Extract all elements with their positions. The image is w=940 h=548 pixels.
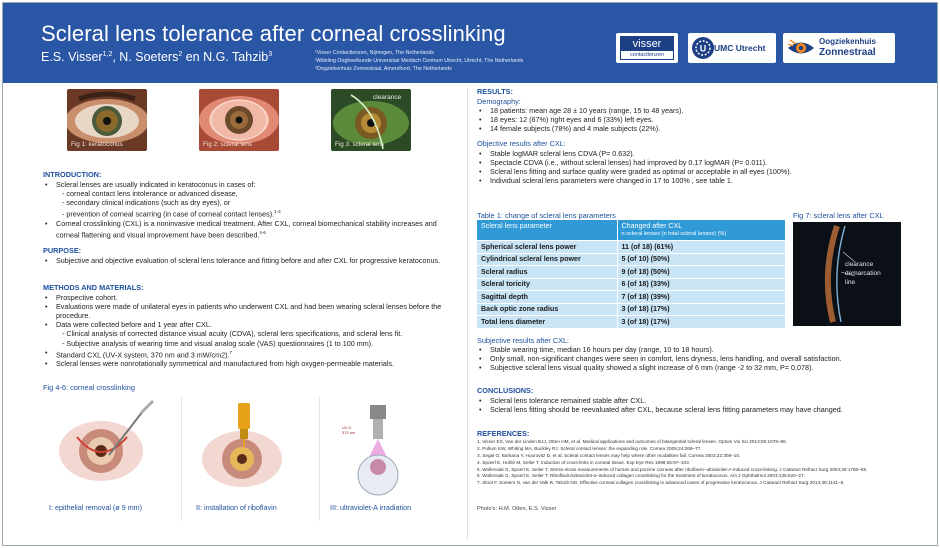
introduction-heading: INTRODUCTION: <box>43 170 102 179</box>
fig3-clearance-label: clearance <box>373 94 402 101</box>
fig6-uva-irradiation <box>319 397 459 521</box>
table-row: Total lens diameter 3 (of 18) (17%) <box>477 316 785 329</box>
reference-item: 7. Sloot F, Soeters N, van der Valk R, Tahzib NG. Effective corneal collagen crosslinking in advanced cases of progressive keratoconus. J Cataract Refract Surg 2013;39:1141–5. <box>477 480 845 486</box>
affiliation-3: ³Oogziekenhuis Zonnestraal, Amersfoort, The Netherlands <box>315 66 452 72</box>
purpose-bullet-1: • Subjective and objective evaluation of scleral lens tolerance and fitting before and after CXL for progressive keratoconus. <box>43 256 458 265</box>
fig2-caption: Fig 2: scleral lens <box>203 141 252 148</box>
author-3: en N.G. Tahzib <box>182 50 269 64</box>
methods-bullet-3: • Data were collected before and 1 year after CXL. - Clinical analysis of corrected distance visual acuity (CDVA), scleral lens specifications, and scleral lens fit. - Subjective analysis of wearing time and visual analog scale (VAS) questionnaires (1 to 100 mm). <box>43 320 463 347</box>
table-row: Scleral toricity 6 (of 18) (33%) <box>477 278 785 291</box>
subjective-item-3: • Subjective scleral lens visual quality showed a slight increase of 6 mm (range -2 to 32 mm, P= 0.078). <box>477 363 917 372</box>
reference-item: 6. Wollensak G, Spoerl E, Seiler T. Riboflavin/ultraviolet-a–induced collagen crosslinking for the treatment of keratoconus. Am J Ophthalmol 2003;135:620–27. <box>477 473 805 479</box>
methods-bullet-4: • Standard CXL (UV-X system, 370 nm and 3 mW/cm2).$^7$ <box>43 348 463 359</box>
subjective-item-2: • Only small, non-significant changes were seen in comfort, lens dryness, lens handling, and overall satisfaction. <box>477 354 917 363</box>
objective-heading: Objective results after CXL: <box>477 139 566 149</box>
umc-utrecht-logo <box>688 33 776 63</box>
objective-item-3: • Scleral lens fitting and surface quality were graded as optimal or acceptable in all eyes (100%). <box>477 167 917 176</box>
results-section <box>477 87 917 185</box>
visser-logo-text: visser <box>621 37 673 51</box>
visser-logo <box>616 33 678 63</box>
affiliations <box>315 49 523 73</box>
objective-item-1: • Stable logMAR scleral lens CDVA (P= 0.632). <box>477 149 917 158</box>
affiliation-1: ¹Visser Contactlenzen, Nijmegen, The Netherlands <box>315 50 435 56</box>
author-2: , N. Soeters <box>112 50 179 64</box>
intro-bullet-2: • Corneal crosslinking (CXL) is a noninvasive medical treatment. After CXL, corneal biomechanical stability increases and corneal flattening and visual improvement have been described.$^{4-6}$ <box>43 219 458 240</box>
methods-bullet-2: • Evaluations were made of unilateral eyes in patients who underwent CXL and had been wearing scleral lenses before the procedure. <box>43 302 463 320</box>
fig7-photo <box>793 222 901 326</box>
oogziekenhuis-logo-line2: Zonnestraal <box>819 47 876 58</box>
fig7-title: Fig 7: scleral lens after CXL <box>793 211 884 220</box>
objective-item-4: • Individual scleral lens parameters were changed in 17 to 100% , see table 1. <box>477 176 917 185</box>
methods-sub-2: - Subjective analysis of wearing time and visual analog scale (VAS) questionnaires (1 to 100 mm). <box>62 338 374 348</box>
intro-sub-2: - secondary clinical indications (such as dry eyes), or <box>62 198 231 208</box>
reference-item: 2. Pullum KW, Whiting MA, Buckley RJ. Scleral contact lenses: the expanding role. Cornea 2005;24:269–77. <box>477 445 702 451</box>
demography-item-1: • 18 patients: mean age 28 ± 10 years (range, 15 to 48 years). <box>477 106 917 115</box>
table1-title: Table 1: change of scleral lens parameters <box>477 211 616 220</box>
author-1-affil: 1,2 <box>102 50 113 58</box>
methods-section <box>43 283 463 368</box>
fig5-riboflavin <box>181 397 311 521</box>
fig7-labels: clearance demarcation line <box>845 261 881 286</box>
fig5-caption: II: installation of riboflavin <box>196 503 277 512</box>
eye-logo-icon <box>786 36 816 60</box>
conclusion-item-1: • Scleral lens tolerance remained stable after CXL. <box>477 396 917 405</box>
umc-logo-text: UMC Utrecht <box>714 43 766 53</box>
purpose-section <box>43 246 458 265</box>
epithelial-removal-illustration <box>43 397 173 497</box>
author-2-affil: 2 <box>178 50 183 58</box>
poster <box>2 2 938 546</box>
table-row: Sagittal depth 7 (of 18) (39%) <box>477 291 785 304</box>
purpose-heading: PURPOSE: <box>43 246 82 255</box>
umc-emblem-icon <box>691 36 715 60</box>
fig6-caption: III: ultraviolet-A irradiation <box>330 503 412 512</box>
svg-text:U: U <box>699 43 707 54</box>
scleral-parameters-table <box>477 220 785 328</box>
table-header-parameter: Scleral lens parameter <box>477 220 617 241</box>
objective-item-2: • Spectacle CDVA (i.e., without scleral lenses) had improved by 0.17 logMAR (P= 0.011). <box>477 158 917 167</box>
uv-irradiation-illustration <box>320 397 460 497</box>
fig1-caption: Fig 1: keratoconus <box>71 141 123 148</box>
fig4-caption: I: epithelial removal (ø 9 mm) <box>49 503 143 512</box>
introduction-section <box>43 170 458 239</box>
uv-device-label: UV-X 370 nm <box>342 425 356 435</box>
column-divider <box>467 89 468 539</box>
methods-bullet-1: • Prospective cohort. <box>43 293 463 302</box>
conclusions-heading: CONCLUSIONS: <box>477 386 534 395</box>
visser-logo-subtext: contactlenzen <box>630 52 664 58</box>
subjective-item-1: • Stable wearing time, median 16 hours per day (range, 10 to 18 hours). <box>477 345 917 354</box>
author-list <box>41 50 272 64</box>
demography-item-2: • 18 eyes: 12 (67%) right eyes and 6 (33%) left eyes. <box>477 115 917 124</box>
reference-item: 3. Segal O, Barkana Y, Hourovitz D, et al. Scleral contact lenses may help where other modalities fail. Cornea 2003;22:308–10. <box>477 452 741 458</box>
conclusion-item-2: • Scleral lens fitting should be reevaluated after CXL, because scleral lens fitting parameters may have changed. <box>477 405 917 414</box>
oogziekenhuis-logo-text <box>819 36 876 58</box>
intro-sub-1: - corneal contact lens intolerance or advanced disease, <box>62 189 238 199</box>
oogziekenhuis-logo <box>783 33 895 63</box>
fig4-epithelial-removal <box>43 397 173 521</box>
intro-bullet-1: • Scleral lenses are usually indicated in keratoconus in cases of: - corneal contact lens intolerance or advanced disease, - secondary clinical indications (such as dry eyes), or - prevention of corneal scarring (in case of corneal contact lenses).$^{1-3}$ <box>43 180 458 219</box>
demography-item-3: • 14 female subjects (78%) and 4 male subjects (22%). <box>477 124 917 133</box>
methods-heading: METHODS AND MATERIALS: <box>43 283 144 292</box>
fig3-caption: Fig 3: scleral lens <box>335 141 384 148</box>
methods-sub-1: - Clinical analysis of corrected distance visual acuity (CDVA), scleral lens specifications, and scleral lens fit. <box>62 329 403 339</box>
table-header-changed: Changed after CXL n scleral lenses (n total scleral lenses) (%) <box>617 220 785 241</box>
table-row: Spherical scleral lens power 11 (of 18) (61%) <box>477 241 785 254</box>
fig1-keratoconus-photo <box>67 89 147 151</box>
poster-title: Scleral lens tolerance after corneal crosslinking <box>41 21 506 46</box>
methods-bullet-5: • Scleral lenses were nonrotationally symmetrical and manufactured from high oxygen-permeable materials. <box>43 359 463 368</box>
author-3-affil: 3 <box>268 50 273 58</box>
reference-item: 1. Visser ES, Van der Linden BJJ, Otten HM, et al. Medical applications and outcomes of bitangential scleral lenses. Optom Vis Sci 2013;90:1078–85. <box>477 438 788 444</box>
riboflavin-illustration <box>182 397 312 497</box>
reference-item: 5. Wollensak G, Spoerl E, Seiler T. Stress-strain measurements of human and porcine corneas after riboflavin–ultraviolet-A-induced cross-linking. J Cataract Refract Surg 2003;29:1780–85. <box>477 466 868 472</box>
conclusions-section <box>477 386 917 414</box>
references-section <box>477 431 917 487</box>
results-heading: RESULTS: <box>477 87 513 96</box>
subjective-heading: Subjective results after CXL: <box>477 336 570 345</box>
demography-heading: Demography: <box>477 97 521 107</box>
intro-sub-3: - prevention of corneal scarring (in case of corneal contact lenses).$^{1-3}$ <box>62 209 281 219</box>
author-1: E.S. Visser <box>41 50 103 64</box>
table-row: Cylindrical scleral lens power 5 (of 10) (50%) <box>477 253 785 266</box>
reference-item: 4. Spoerl E, Huhle M, Seiler T. Induction of cross-links in corneal tissue. Exp Eye Res 1998;66:97–103. <box>477 459 691 465</box>
fig3-scleral-lens-photo <box>331 89 411 151</box>
table-row: Scleral radius 9 (of 18) (50%) <box>477 266 785 279</box>
fig2-scleral-lens-photo <box>199 89 279 151</box>
poster-header <box>3 3 937 83</box>
photo-credit: Photo's: H.M. Otten, E.S. Visser <box>477 506 557 512</box>
references-heading: REFERENCES: <box>477 429 530 438</box>
affiliation-2: ²Afdeling Oogheelkunde Universitair Medisch Centrum Utrecht, Utrecht, The Netherlands <box>315 58 524 64</box>
fig4-6-title: Fig 4-6: corneal crosslinking <box>43 383 136 392</box>
oogziekenhuis-logo-line1: Oogziekenhuis <box>819 37 876 46</box>
table-row: Back optic zone radius 3 (of 18) (17%) <box>477 303 785 316</box>
subjective-section <box>477 336 917 372</box>
